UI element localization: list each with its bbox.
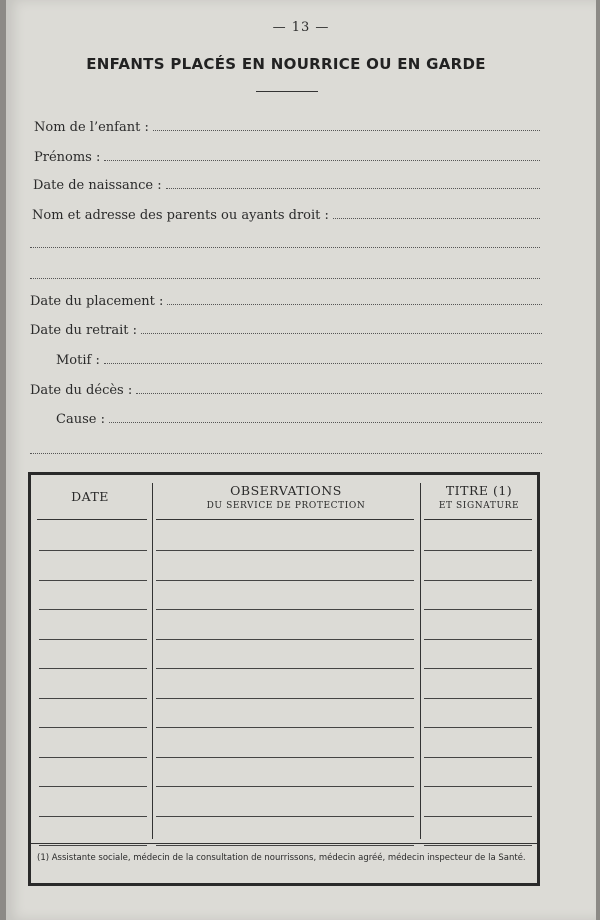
table-row-line bbox=[156, 550, 414, 551]
field-motif bbox=[56, 351, 542, 369]
table-row-line bbox=[424, 727, 532, 728]
table-row-line bbox=[39, 786, 147, 787]
field-date-retrait bbox=[30, 321, 542, 339]
table-row-line bbox=[424, 786, 532, 787]
fill-line bbox=[153, 118, 540, 131]
table-row-line bbox=[424, 580, 532, 581]
column-header-sublabel: DU SERVICE DE PROTECTION bbox=[206, 501, 366, 511]
fill-line bbox=[30, 278, 540, 279]
field-label: Date du retrait : bbox=[30, 323, 138, 338]
column-header-label: OBSERVATIONS bbox=[230, 483, 342, 498]
field-date-naissance bbox=[33, 176, 540, 194]
table-row-line bbox=[39, 639, 147, 640]
table-row-line bbox=[39, 550, 147, 551]
table-row-line bbox=[156, 698, 414, 699]
column-header-label: TITRE (1) bbox=[445, 483, 513, 498]
fill-line bbox=[30, 453, 542, 454]
table-row-line bbox=[39, 609, 147, 610]
observations-table bbox=[28, 472, 540, 886]
fill-line bbox=[104, 351, 542, 364]
field-label: Nom et adresse des parents ou ayants droit : bbox=[32, 208, 329, 223]
table-row-line bbox=[156, 609, 414, 610]
table-row-line bbox=[424, 609, 532, 610]
table-row-line bbox=[424, 757, 532, 758]
field-prenoms bbox=[34, 148, 540, 166]
column-divider bbox=[152, 483, 153, 839]
field-date-placement bbox=[30, 292, 542, 310]
table-row-line bbox=[424, 698, 532, 699]
table-row-line bbox=[39, 580, 147, 581]
page-title: ENFANTS PLACÉS EN NOURRICE OU EN GARDE bbox=[86, 55, 486, 73]
column-header-titre bbox=[423, 483, 535, 511]
page-number: — 13 — bbox=[272, 20, 330, 35]
table-row-line bbox=[424, 550, 532, 551]
form-page bbox=[6, 0, 596, 920]
field-label: Cause : bbox=[56, 412, 105, 427]
table-row-line bbox=[39, 816, 147, 817]
footnote: (1) Assistante sociale, médecin de la consultation de nourrissons, médecin agréé, médecin inspecteur de la Santé. bbox=[37, 853, 526, 863]
table-row-line bbox=[424, 668, 532, 669]
header-rule bbox=[156, 519, 414, 520]
table-row-line bbox=[156, 757, 414, 758]
table-row-line bbox=[424, 816, 532, 817]
header-rule bbox=[424, 519, 532, 520]
column-header-date: DATE bbox=[71, 489, 109, 504]
table-row-line bbox=[156, 816, 414, 817]
field-label: Prénoms : bbox=[34, 150, 101, 165]
table-row-line bbox=[39, 727, 147, 728]
table-row-line bbox=[424, 845, 532, 846]
field-date-deces bbox=[30, 381, 542, 399]
fill-line bbox=[30, 247, 540, 248]
fill-line bbox=[333, 206, 540, 219]
table-row-line bbox=[424, 639, 532, 640]
table-row-line bbox=[156, 668, 414, 669]
field-label: Nom de l’enfant : bbox=[34, 120, 149, 135]
fill-line bbox=[109, 410, 542, 423]
column-divider bbox=[420, 483, 421, 839]
fill-line bbox=[167, 292, 542, 305]
fill-line bbox=[136, 381, 542, 394]
table-row-line bbox=[39, 757, 147, 758]
field-label: Motif : bbox=[56, 353, 100, 368]
table-row-line bbox=[39, 845, 147, 846]
table-row-line bbox=[156, 639, 414, 640]
field-label: Date de naissance : bbox=[33, 178, 162, 193]
field-nom-enfant bbox=[34, 118, 540, 136]
field-label: Date du décès : bbox=[30, 383, 133, 398]
column-header-sublabel: ET SIGNATURE bbox=[438, 501, 520, 511]
table-row-line bbox=[156, 580, 414, 581]
footnote-rule bbox=[31, 843, 537, 844]
field-parents bbox=[32, 206, 540, 224]
table-row-line bbox=[39, 698, 147, 699]
field-label: Date du placement : bbox=[30, 294, 164, 309]
fill-line bbox=[104, 148, 540, 161]
fill-line bbox=[166, 176, 540, 189]
table-row-line bbox=[39, 668, 147, 669]
header-rule bbox=[37, 519, 147, 520]
column-header-observations bbox=[155, 483, 417, 511]
table-row-line bbox=[156, 786, 414, 787]
title-underline bbox=[256, 91, 318, 92]
table-row-line bbox=[156, 727, 414, 728]
fill-line bbox=[141, 321, 542, 334]
field-cause bbox=[56, 410, 542, 428]
table-row-line bbox=[156, 845, 414, 846]
